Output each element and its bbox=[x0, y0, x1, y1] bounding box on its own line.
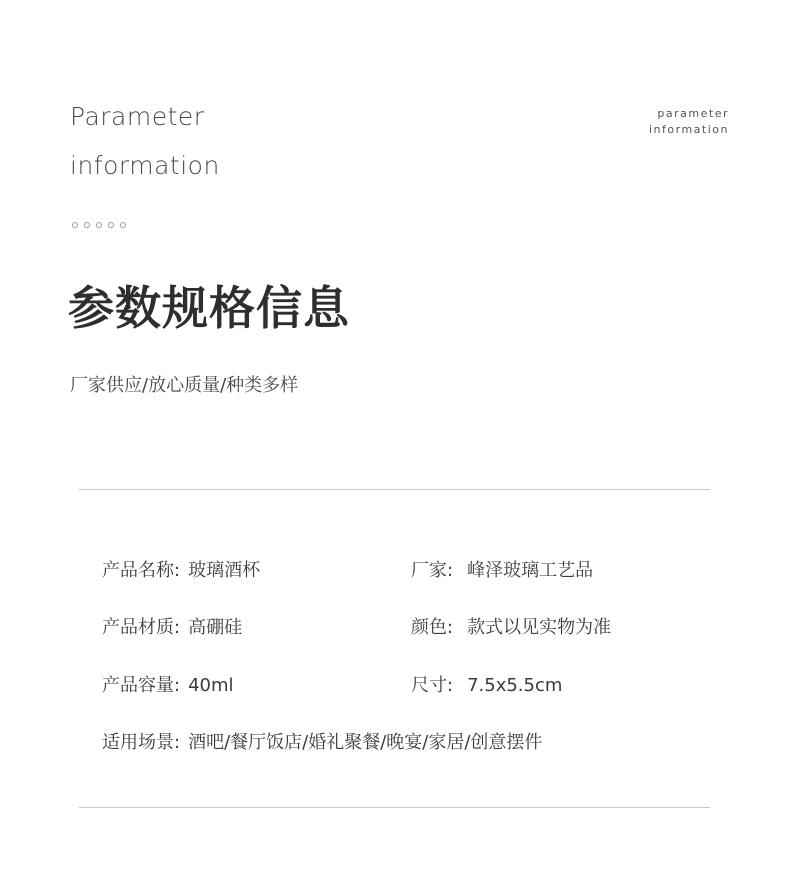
spec-material bbox=[102, 613, 242, 639]
corner-label-line-1: parameter bbox=[657, 107, 729, 120]
english-title-line-1: Parameter bbox=[70, 102, 205, 131]
spec-capacity bbox=[102, 671, 234, 697]
page-title: 参数规格信息 bbox=[68, 281, 350, 335]
spec-label: 适用场景: bbox=[102, 732, 181, 753]
spec-manufacturer bbox=[411, 556, 593, 582]
spec-size bbox=[411, 671, 562, 697]
spec-value: 高硼硅 bbox=[188, 617, 243, 638]
spec-label: 产品名称: bbox=[102, 560, 181, 581]
dot-icon bbox=[120, 222, 126, 228]
spec-color bbox=[411, 613, 611, 639]
spec-label: 产品材质: bbox=[102, 617, 181, 638]
spec-value: 酒吧/餐厅饭店/婚礼聚餐/晚宴/家居/创意摆件 bbox=[188, 732, 543, 753]
spec-scene bbox=[102, 728, 542, 754]
dot-icon bbox=[84, 222, 90, 228]
spec-value: 峰泽玻璃工艺品 bbox=[467, 560, 594, 581]
spec-label: 尺寸: bbox=[411, 675, 454, 696]
spec-value: 款式以见实物为准 bbox=[467, 617, 612, 638]
dot-icon bbox=[72, 222, 78, 228]
dot-icon bbox=[96, 222, 102, 228]
spec-value: 玻璃酒杯 bbox=[188, 560, 261, 581]
divider-bottom bbox=[79, 807, 710, 808]
spec-label: 厂家: bbox=[411, 560, 454, 581]
spec-product-name bbox=[102, 556, 260, 582]
corner-label-line-2: information bbox=[649, 123, 729, 136]
decorative-dots bbox=[72, 222, 126, 228]
spec-value: 40ml bbox=[188, 675, 234, 696]
spec-label: 颜色: bbox=[411, 617, 454, 638]
spec-label: 产品容量: bbox=[102, 675, 181, 696]
english-title-line-2: information bbox=[70, 151, 220, 180]
page-subtitle: 厂家供应/放心质量/种类多样 bbox=[70, 375, 299, 396]
spec-value: 7.5x5.5cm bbox=[467, 675, 563, 696]
dot-icon bbox=[108, 222, 114, 228]
divider-top bbox=[79, 489, 710, 490]
